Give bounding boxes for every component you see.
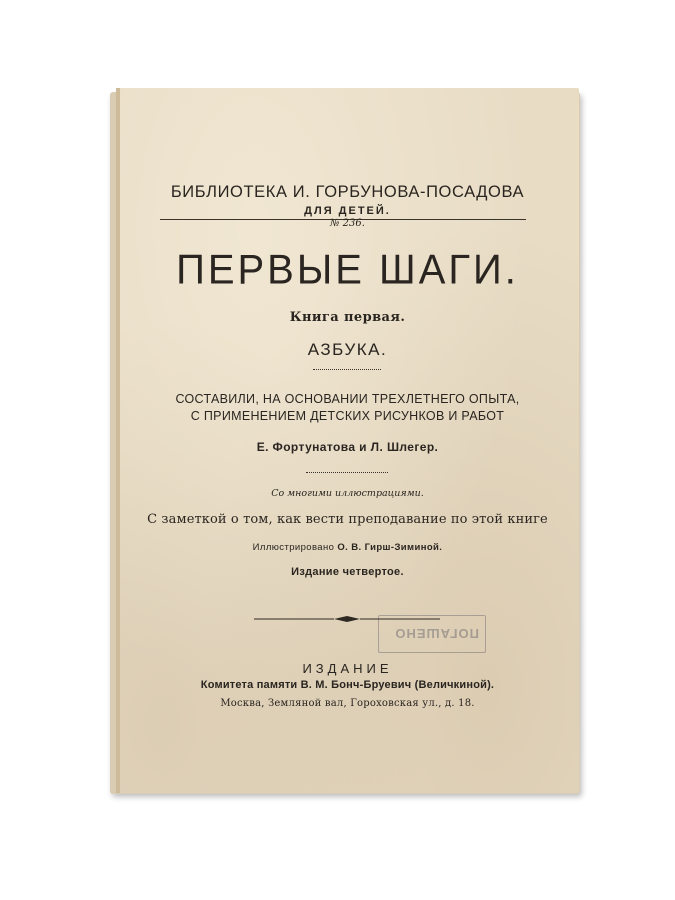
teaching-note: С заметкой о том, как вести преподавание по этой книге: [147, 512, 548, 527]
publisher-heading: ИЗДАНИЕ: [302, 661, 393, 676]
divider-dots-2: [306, 472, 388, 473]
compilers-line-1: СОСТАВИЛИ, НА ОСНОВАНИИ ТРЕХЛЕТНЕГО ОПЫТА,: [175, 392, 520, 406]
book-name: АЗБУКА.: [307, 340, 388, 359]
authors: Е. Фортунатова и Л. Шлегер.: [256, 440, 439, 454]
publisher-name: Комитета памяти В. М. Бонч-Бруевич (Величкиной).: [200, 679, 495, 691]
compilers-text: [116, 391, 579, 425]
series-title: БИБЛИОТЕКА И. ГОРБУНОВА-ПОСАДОВА: [170, 183, 525, 201]
illustrator-credit: [116, 542, 579, 553]
divider-dots-1: [313, 369, 381, 370]
issue-number: № 236.: [330, 218, 365, 229]
compilers-line-2: С ПРИМЕНЕНИЕМ ДЕТСКИХ РИСУНКОВ И РАБОТ: [190, 409, 505, 423]
series-subtitle: ДЛЯ ДЕТЕЙ.: [304, 205, 391, 217]
illustrator-prefix: Иллюстрировано: [252, 542, 335, 553]
book-cover-page: [116, 88, 579, 793]
library-stamp: ПОГАШЕНО: [378, 615, 486, 653]
illustrations-note: Со многими иллюстрациями.: [271, 488, 424, 499]
book-subtitle: Книга первая.: [289, 310, 406, 325]
illustrator-name: О. В. Гирш-Зиминой.: [337, 542, 443, 553]
edition-note: Издание четвертое.: [291, 566, 404, 578]
book-title: ПЕРВЫЕ ШАГИ.: [176, 246, 519, 294]
publisher-address: Москва, Земляной вал, Гороховская ул., д. 18.: [220, 698, 475, 709]
